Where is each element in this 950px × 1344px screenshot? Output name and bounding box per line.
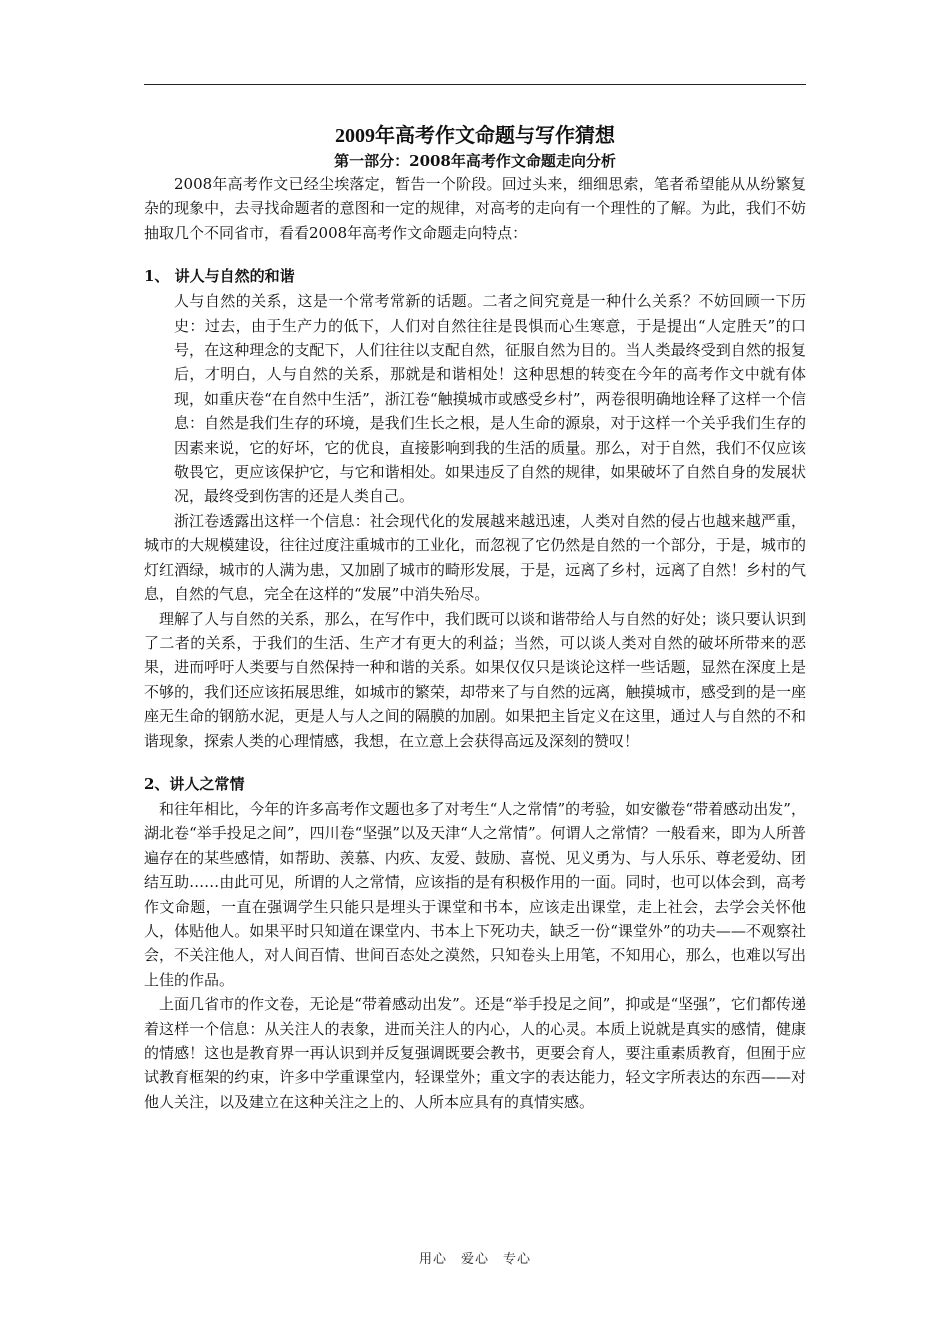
page-footer: 用心 爱心 专心 — [418, 1252, 531, 1267]
section-heading-nature: 1、 讲人与自然的和谐 — [144, 267, 295, 286]
intro-paragraph: 2008年高考作文已经尘埃落定，暂告一个阶段。回过头来，细细思索，笔者希望能从从纷繁复杂的现象中，去寻找命题者的意图和一定的规律，对高考的走向有一个理性的了解。为此，我们不妨抽取几个不同省市，看看2008年高考作文命题走向特点： — [144, 175, 806, 242]
paragraph: 上面几省市的作文卷，无论是“带着感动出发”。还是“举手投足之间”，抑或是“坚强”，它们都传递着这样一个信息：从关注人的表象，进而关注人的内心，人的心灵。本质上说就是真实的感情，健康的情感！这也是教育界一再认识到并反复强调既要会教书，更要会育人，要注重素质教育，但囿于应试教育框架的约束，许多中学重课堂内，轻课堂外；重文字的表达能力，轻文字所表达的东西——对他人关注，以及建立在这种关注之上的、人所本应具有的真情实感。 — [144, 995, 806, 1111]
paragraph: 理解了人与自然的关系，那么，在写作中，我们既可以谈和谐带给人与自然的好处；谈只要认识到了二者的关系，于我们的生活、生产才有更大的利益；当然，可以谈人类对自然的破坏所带来的恶果，进而呼吁人类要与自然保持一种和谐的关系。如果仅仅只是谈论这样一些话题，显然在深度上是不够的，我们还应该拓展思维，如城市的繁荣，却带来了与自然的远离，触摸城市，感受到的是一座座无生命的钢筋水泥，更是人与人之间的隔膜的加剧。如果把主旨定义在这里，通过人与自然的不和谐现象，探索人类的心理情感，我想，在立意上会获得高远及深刻的赞叹！ — [144, 609, 806, 750]
paragraph: 浙江卷透露出这样一个信息：社会现代化的发展越来越迅速，人类对自然的侵占也越来越严重，城市的大规模建设，往往过度注重城市的工业化，而忽视了它仍然是自然的一个部分，于是，城市的灯红酒绿，城市的人满为患，又加剧了城市的畸形发展，于是，远离了乡村，远离了自然！乡村的气息，自然的气息，完全在这样的“发展”中消失殆尽。 — [144, 511, 806, 604]
document-title: 2009年高考作文命题与写作猜想 — [335, 125, 615, 147]
document-subtitle: 第一部分：2008年高考作文命题走向分析 — [334, 152, 616, 170]
paragraph: 人与自然的关系，这是一个常考常新的话题。二者之间究竟是一种什么关系？不妨回顾一下历史：过去，由于生产力的低下，人们对自然往往是畏惧而心生寒意，于是提出“人定胜天”的口号，在这种理念的支配下，人们往往以支配自然，征服自然为目的。当人类最终受到自然的报复后，才明白，人与自然的关系，那就是和谐相处！这种思想的转变在今年的高考作文中就有体现，如重庆卷“在自然中生活”，浙江卷“触摸城市或感受乡村”，两卷很明确地诠释了这样一个信息：自然是我们生存的环境，是我们生长之根，是人生命的源泉，对于这样一个关乎我们生存的因素来说，它的好坏，它的优良，直接影响到我的生活的质量。那么，对于自然，我们不仅应该敬畏它，更应该保护它，与它和谐相处。如果违反了自然的规律，如果破坏了自然自身的发展状况，最终受到伤害的还是人类自己。 — [174, 292, 806, 506]
section-nature-block — [144, 289, 806, 509]
section-heading-emotion: 2、讲人之常情 — [144, 774, 245, 793]
document-body — [144, 122, 806, 1114]
paragraph: 和往年相比，今年的许多高考作文题也多了对考生“人之常情”的考验，如安徽卷“带着感动出发”，湖北卷“举手投足之间”，四川卷“坚强”以及天津“人之常情”。何谓人之常情？一般看来，即为人所普遍存在的某些感情，如帮助、羡慕、内疚、友爱、鼓励、喜悦、见义勇为、与人乐乐、尊老爱幼、团结互助……由此可见，所谓的人之常情，应该指的是有积极作用的一面。同时，也可以体会到，高考作文命题，一直在强调学生只能只是埋头于课堂和书本，应该走出课堂，走上社会，去学会关怀他人，体贴他人。如果平时只知道在课堂内、书本上下死功夫，缺乏一份“课堂外”的功夫——不观察社会，不关注他人，对人间百情、世间百态处之漠然，只知卷头上用笔，不知用心，那么，也难以写出上佳的作品。 — [144, 799, 806, 989]
header-rule — [144, 84, 806, 85]
